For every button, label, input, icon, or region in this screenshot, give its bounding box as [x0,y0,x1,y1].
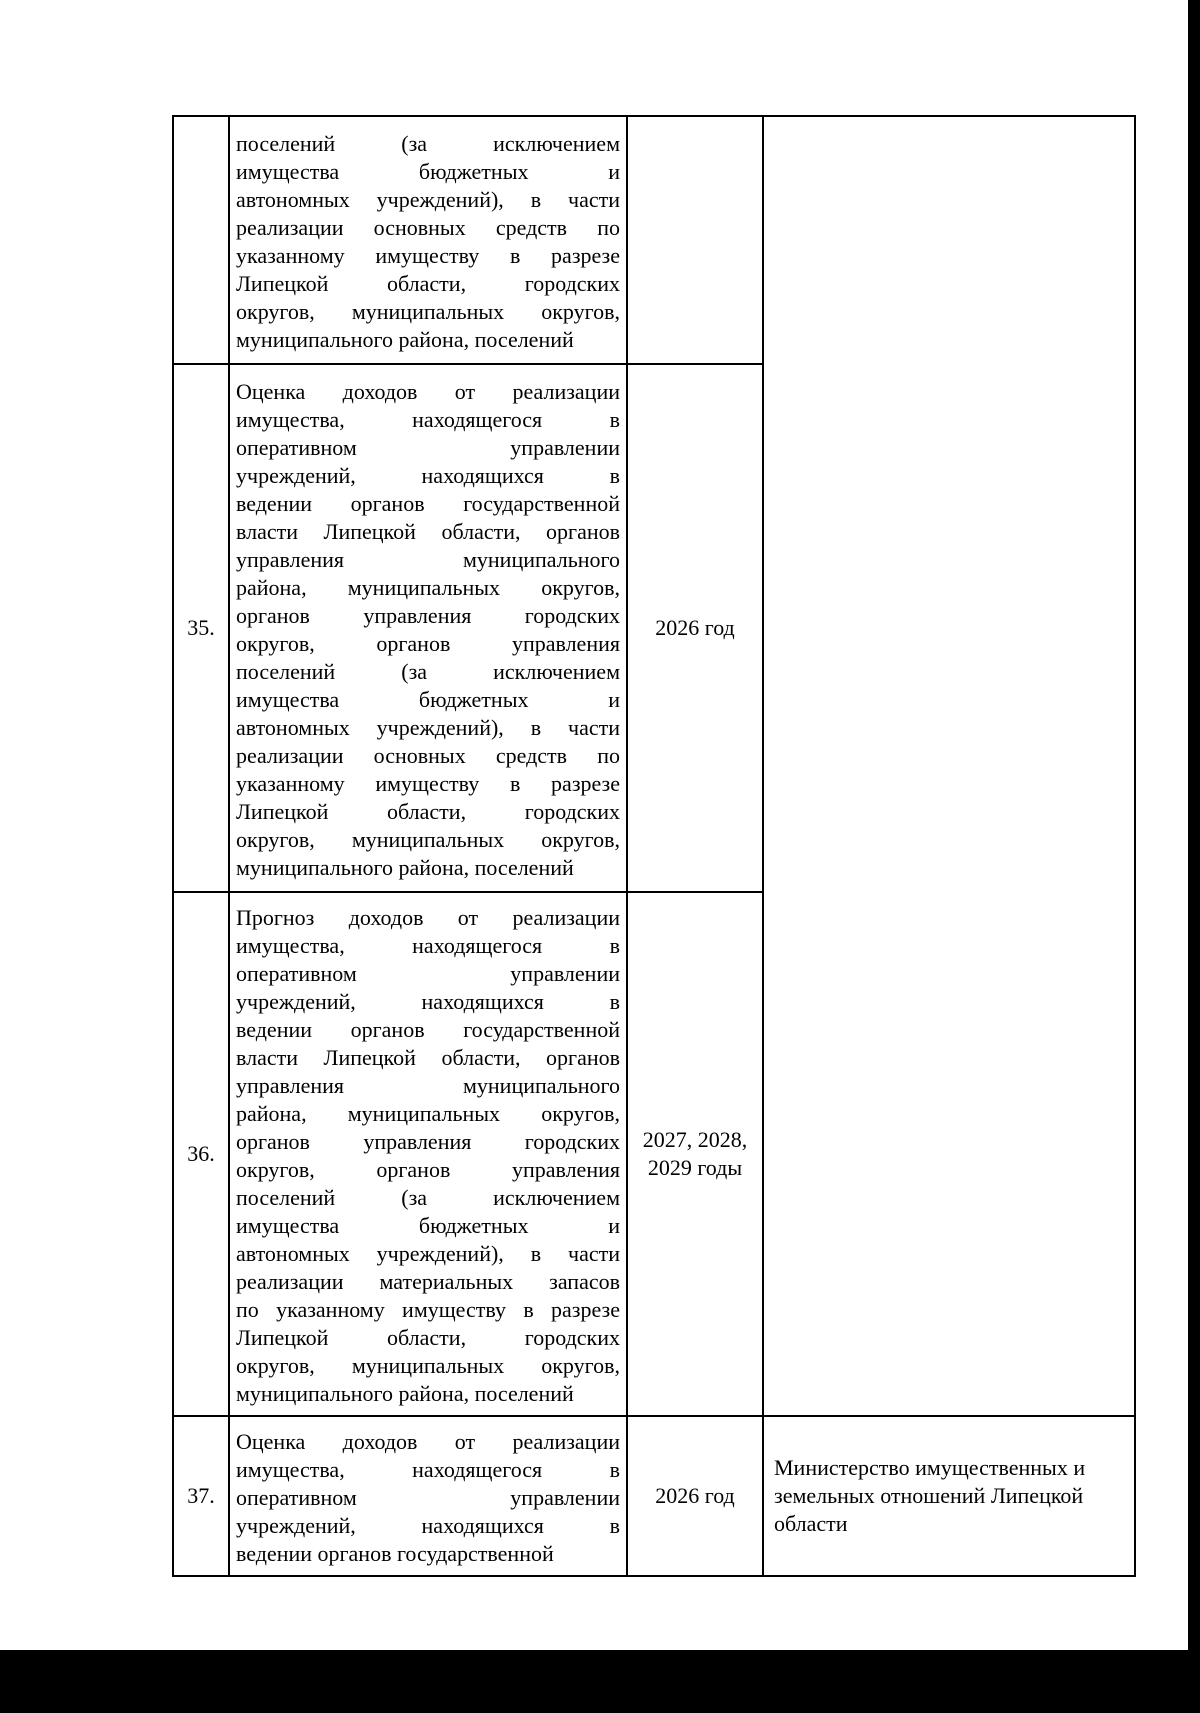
period-cell [627,364,763,892]
text-line: ведении органов государственной [236,1541,554,1566]
text-line: Министерство имущественных и [774,1455,1086,1480]
text-line: автономных учреждений), в части [236,715,620,740]
text-line: реализации материальных запасов [236,1269,620,1294]
text-line: муниципального района, поселений [236,855,574,880]
row-number [173,116,229,364]
text-line: имущества, находящегося в [236,407,620,432]
text-line: района, муниципальных округов, [236,575,620,600]
text-line: реализации основных средств по [236,743,620,768]
text-line: округов, муниципальных округов, [236,299,620,324]
measure-description [230,1420,626,1572]
text-line: имущества, находящегося в [236,933,620,958]
row-number: 36. [173,892,229,1416]
responsible-cell [763,1416,1135,1576]
text-line: управления муниципального [236,547,620,572]
text-line: поселений (за исключением [236,1185,620,1210]
period-cell [627,1416,763,1576]
text-line: учреждений, находящихся в [236,989,620,1014]
text-line: Оценка доходов от реализации [236,1429,620,1454]
text-line: оперативном управлении [236,435,620,460]
text-line: реализации основных средств по [236,215,620,240]
text-line: учреждений, находящихся в [236,463,620,488]
text-line: округов, муниципальных округов, [236,827,620,852]
text-line: поселений (за исключением [236,659,620,684]
measure-description [230,122,626,358]
text-line: ведении органов государственной [236,1017,620,1042]
text-line: округов, органов управления [236,631,620,656]
measure-description [230,370,626,886]
text-line: имущества бюджетных и [236,687,620,712]
row-number: 35. [173,364,229,892]
text-line: оперативном управлении [236,961,620,986]
period-cell [627,116,763,364]
row-number: 37. [173,1416,229,1576]
text-line: оперативном управлении [236,1485,620,1510]
text-line: ведении органов государственной [236,491,620,516]
text-line: Оценка доходов от реализации [236,379,620,404]
text-line: 2027, 2028, [642,1127,748,1152]
text-line: земельных отношений Липецкой [774,1483,1084,1508]
text-line: власти Липецкой области, органов [236,1045,620,1070]
text-line: области [774,1511,848,1536]
text-line: имущества бюджетных и [236,159,620,184]
text-line: округов, муниципальных округов, [236,1353,620,1378]
text-line: муниципального района, поселений [236,1381,574,1406]
measure-description [230,896,626,1412]
text-line: имущества бюджетных и [236,1213,620,1238]
text-line: автономных учреждений), в части [236,1241,620,1266]
table-row [173,1416,1135,1576]
text-line: указанному имуществу в разрезе [236,771,620,796]
text-line: указанному имуществу в разрезе [236,243,620,268]
text-line: власти Липецкой области, органов [236,519,620,544]
text-line: округов, органов управления [236,1157,620,1182]
measures-table [172,115,1136,1577]
text-line: поселений (за исключением [236,131,620,156]
text-line: Липецкой области, городских [236,1325,620,1350]
text-line: 2026 год [655,615,735,640]
text-line: учреждений, находящихся в [236,1513,620,1538]
text-line: Липецкой области, городских [236,799,620,824]
text-line: управления муниципального [236,1073,620,1098]
text-line: автономных учреждений), в части [236,187,620,212]
period-cell [627,892,763,1416]
text-line: Прогноз доходов от реализации [236,905,620,930]
responsible-text [764,1454,1134,1538]
text-line: органов управления городских [236,1129,620,1154]
text-line: Липецкой области, городских [236,271,620,296]
text-line: органов управления городских [236,603,620,628]
scan-edge-right [1188,0,1200,1713]
text-line: 2026 год [655,1483,735,1508]
text-line: района, муниципальных округов, [236,1101,620,1126]
text-line: 2029 годы [647,1155,743,1180]
text-line: имущества, находящегося в [236,1457,620,1482]
scan-edge-bottom [0,1650,1200,1713]
responsible-cell-merged [763,116,1135,1416]
text-line: по указанному имуществу в разрезе [236,1297,620,1322]
table-row [173,116,1135,364]
text-line: муниципального района, поселений [236,327,574,352]
